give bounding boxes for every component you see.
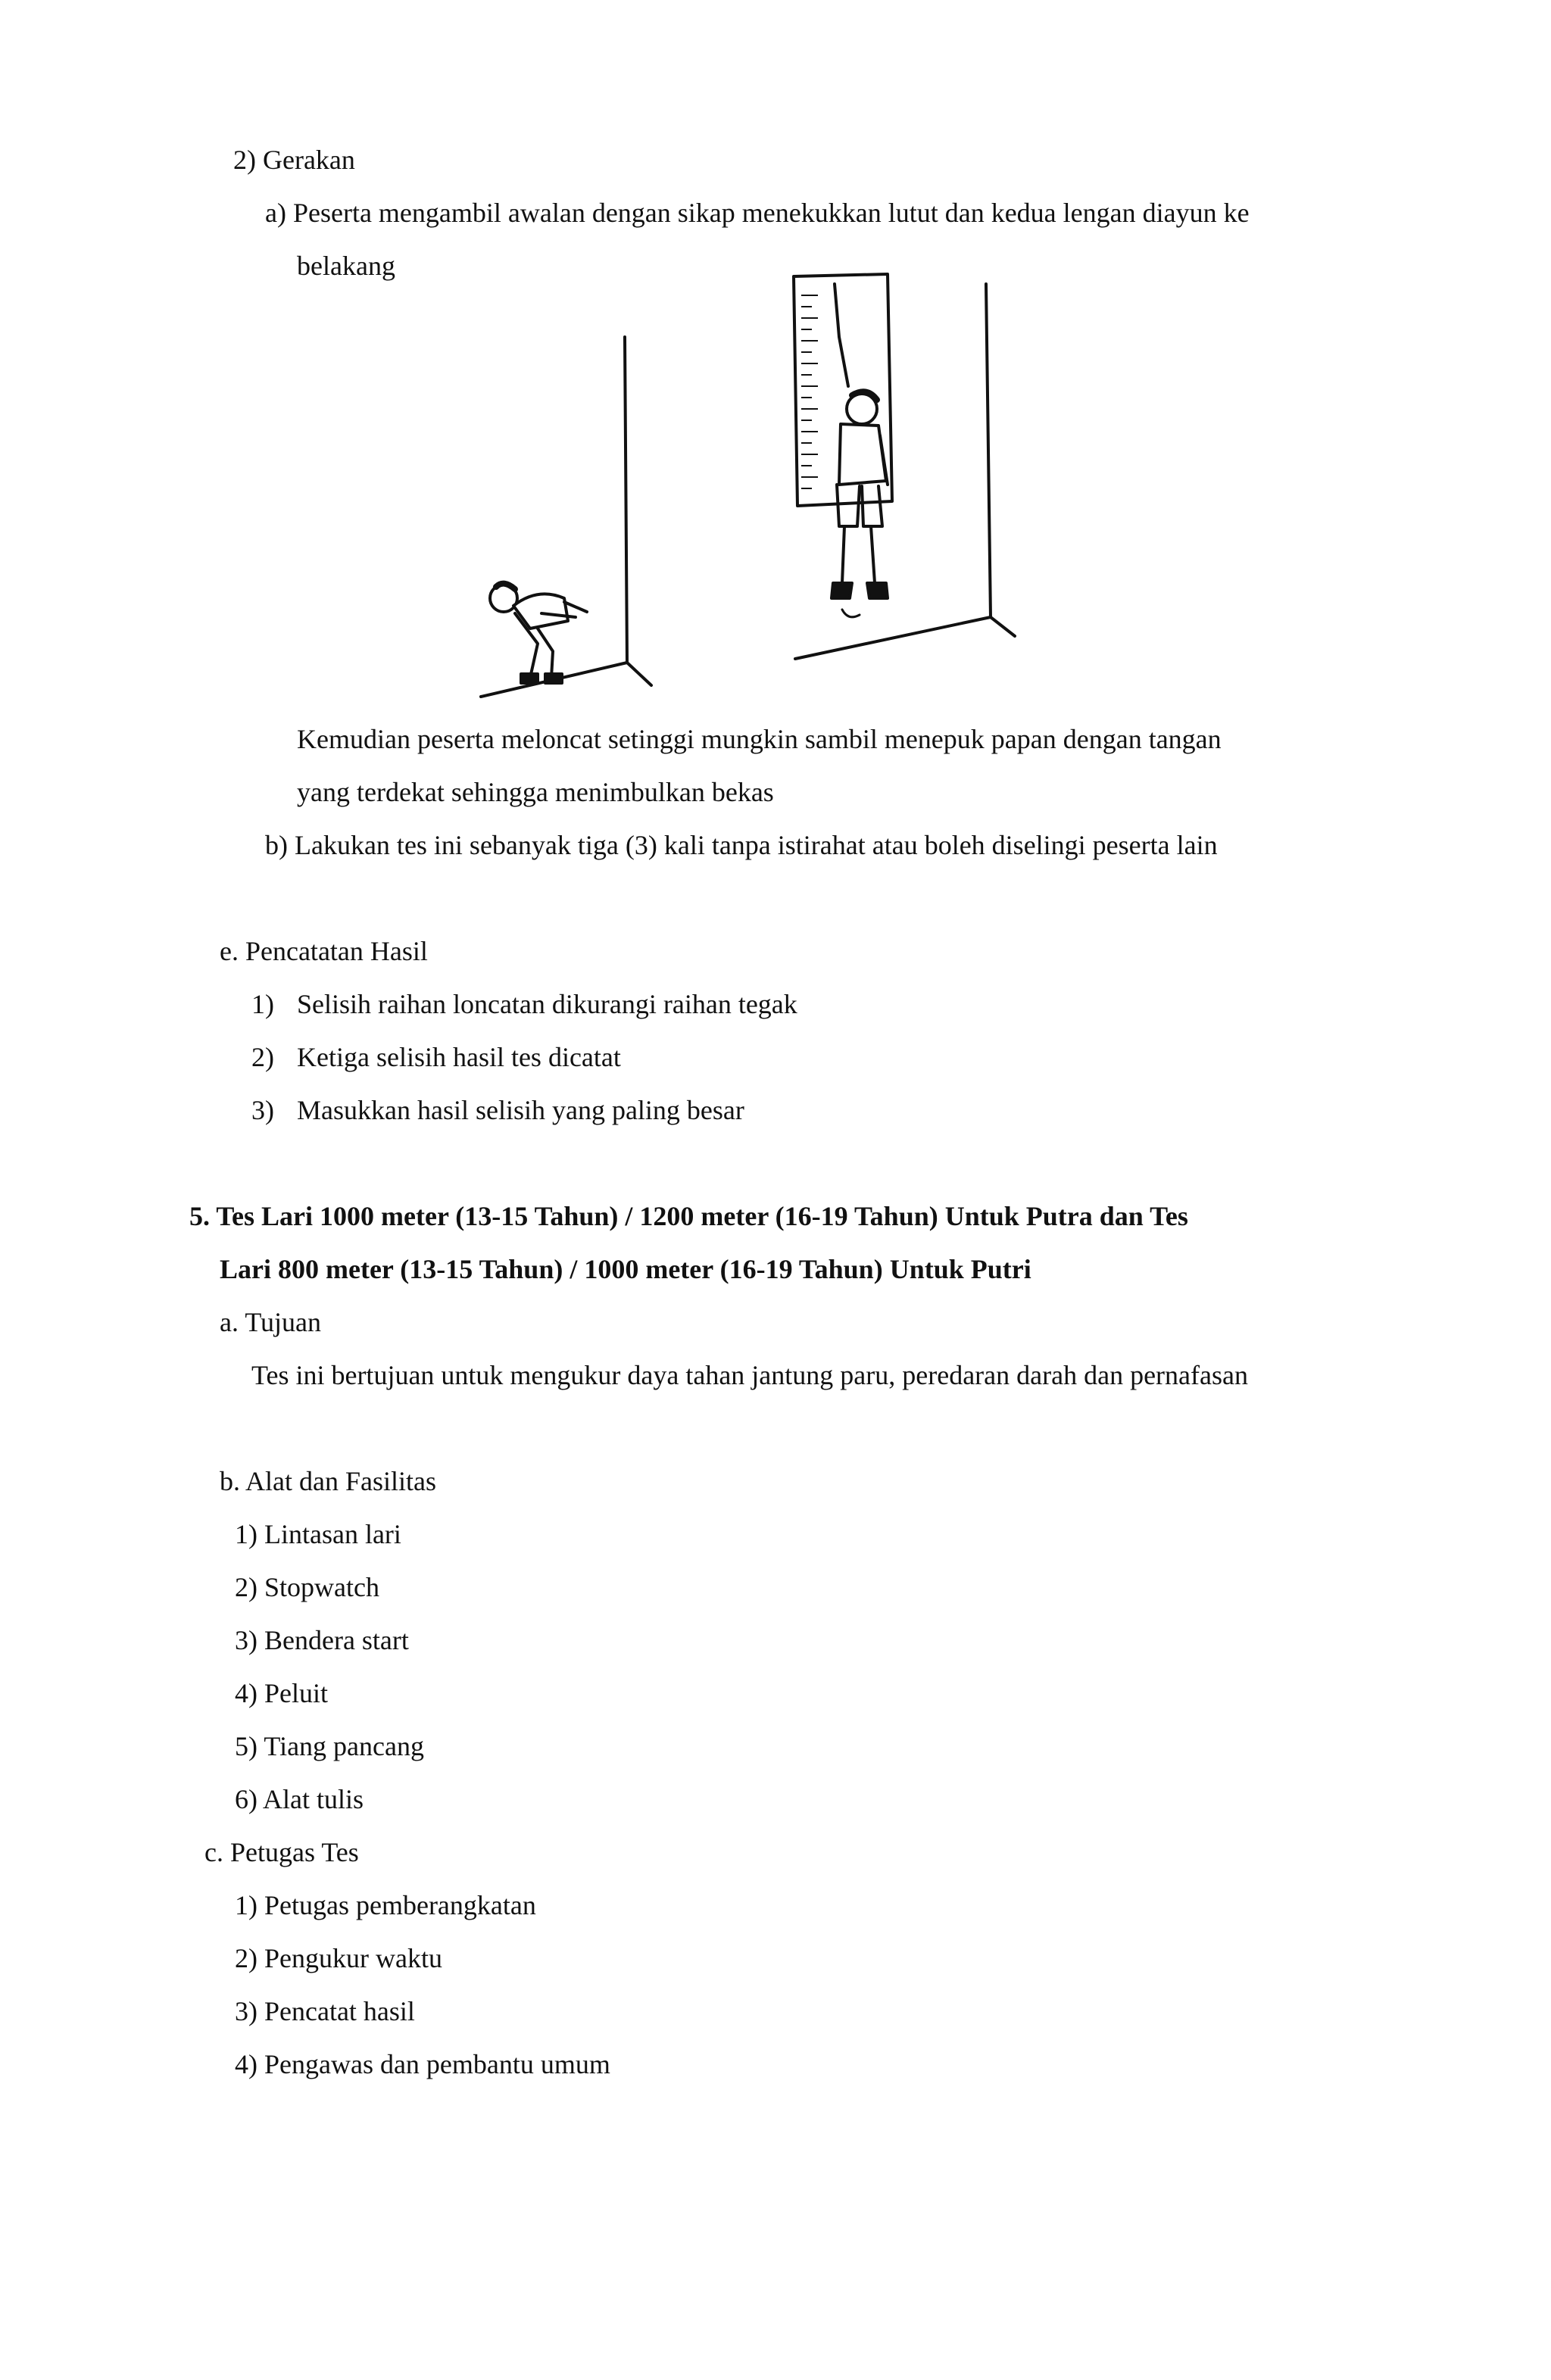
jumping-person: [832, 284, 888, 617]
pencatatan-item-num: 3): [251, 1095, 274, 1125]
alat-item: 6) Alat tulis: [235, 1784, 364, 1814]
pencatatan-item-text: Ketiga selisih hasil tes dicatat: [297, 1042, 621, 1072]
tujuan-text: Tes ini bertujuan untuk mengukur daya tahan jantung paru, peredaran darah dan pernafasan: [251, 1360, 1248, 1390]
left-floor-corner-line: [627, 663, 651, 685]
pencatatan-title: e. Pencatatan Hasil: [220, 936, 428, 966]
crouching-person: [490, 584, 587, 683]
gerakan-item-b: b) Lakukan tes ini sebanyak tiga (3) kali tanpa istirahat atau boleh diselingi peserta lain: [265, 830, 1218, 860]
pencatatan-item-num: 1): [251, 989, 274, 1019]
alat-item: 1) Lintasan lari: [235, 1519, 401, 1549]
petugas-item: 1) Petugas pemberangkatan: [235, 1890, 536, 1920]
left-wall-line: [625, 337, 627, 663]
right-floor-corner-line: [991, 617, 1015, 636]
gerakan-item-a-line1: a) Peserta mengambil awalan dengan sikap menekukkan lutut dan kedua lengan diayun ke: [265, 198, 1250, 228]
test5-heading-line2: Lari 800 meter (13-15 Tahun) / 1000 meter (16-19 Tahun) Untuk Putri: [220, 1254, 1031, 1284]
alat-item: 3) Bendera start: [235, 1625, 409, 1655]
test5-heading-line1: 5. Tes Lari 1000 meter (13-15 Tahun) / 1200 meter (16-19 Tahun) Untuk Putra dan Tes: [189, 1201, 1188, 1231]
petugas-item: 2) Pengukur waktu: [235, 1943, 442, 1973]
alat-item: 5) Tiang pancang: [235, 1731, 424, 1761]
gerakan-item-a-cont1: Kemudian peserta meloncat setinggi mungkin sambil menepuk papan dengan tangan: [297, 724, 1222, 754]
petugas-item: 4) Pengawas dan pembantu umum: [235, 2049, 610, 2079]
alat-item: 2) Stopwatch: [235, 1572, 379, 1602]
pencatatan-item-num: 2): [251, 1042, 274, 1072]
tujuan-title: a. Tujuan: [220, 1307, 322, 1337]
petugas-item: 3) Pencatat hasil: [235, 1996, 415, 2026]
gerakan-item-a-line2: belakang: [297, 251, 395, 281]
alat-item: 4) Peluit: [235, 1678, 328, 1708]
petugas-title: c. Petugas Tes: [204, 1837, 359, 1867]
board-ticks: [801, 295, 818, 488]
gerakan-item-a-cont2: yang terdekat sehingga menimbulkan bekas: [297, 777, 774, 807]
vertical-jump-illustration: [424, 265, 1287, 704]
gerakan-title: 2) Gerakan: [233, 145, 355, 175]
right-wall-line: [986, 284, 991, 617]
pencatatan-item-text: Masukkan hasil selisih yang paling besar: [297, 1095, 744, 1125]
right-floor-line: [795, 617, 991, 659]
pencatatan-item-text: Selisih raihan loncatan dikurangi raihan tegak: [297, 989, 797, 1019]
alat-title: b. Alat dan Fasilitas: [220, 1466, 436, 1496]
